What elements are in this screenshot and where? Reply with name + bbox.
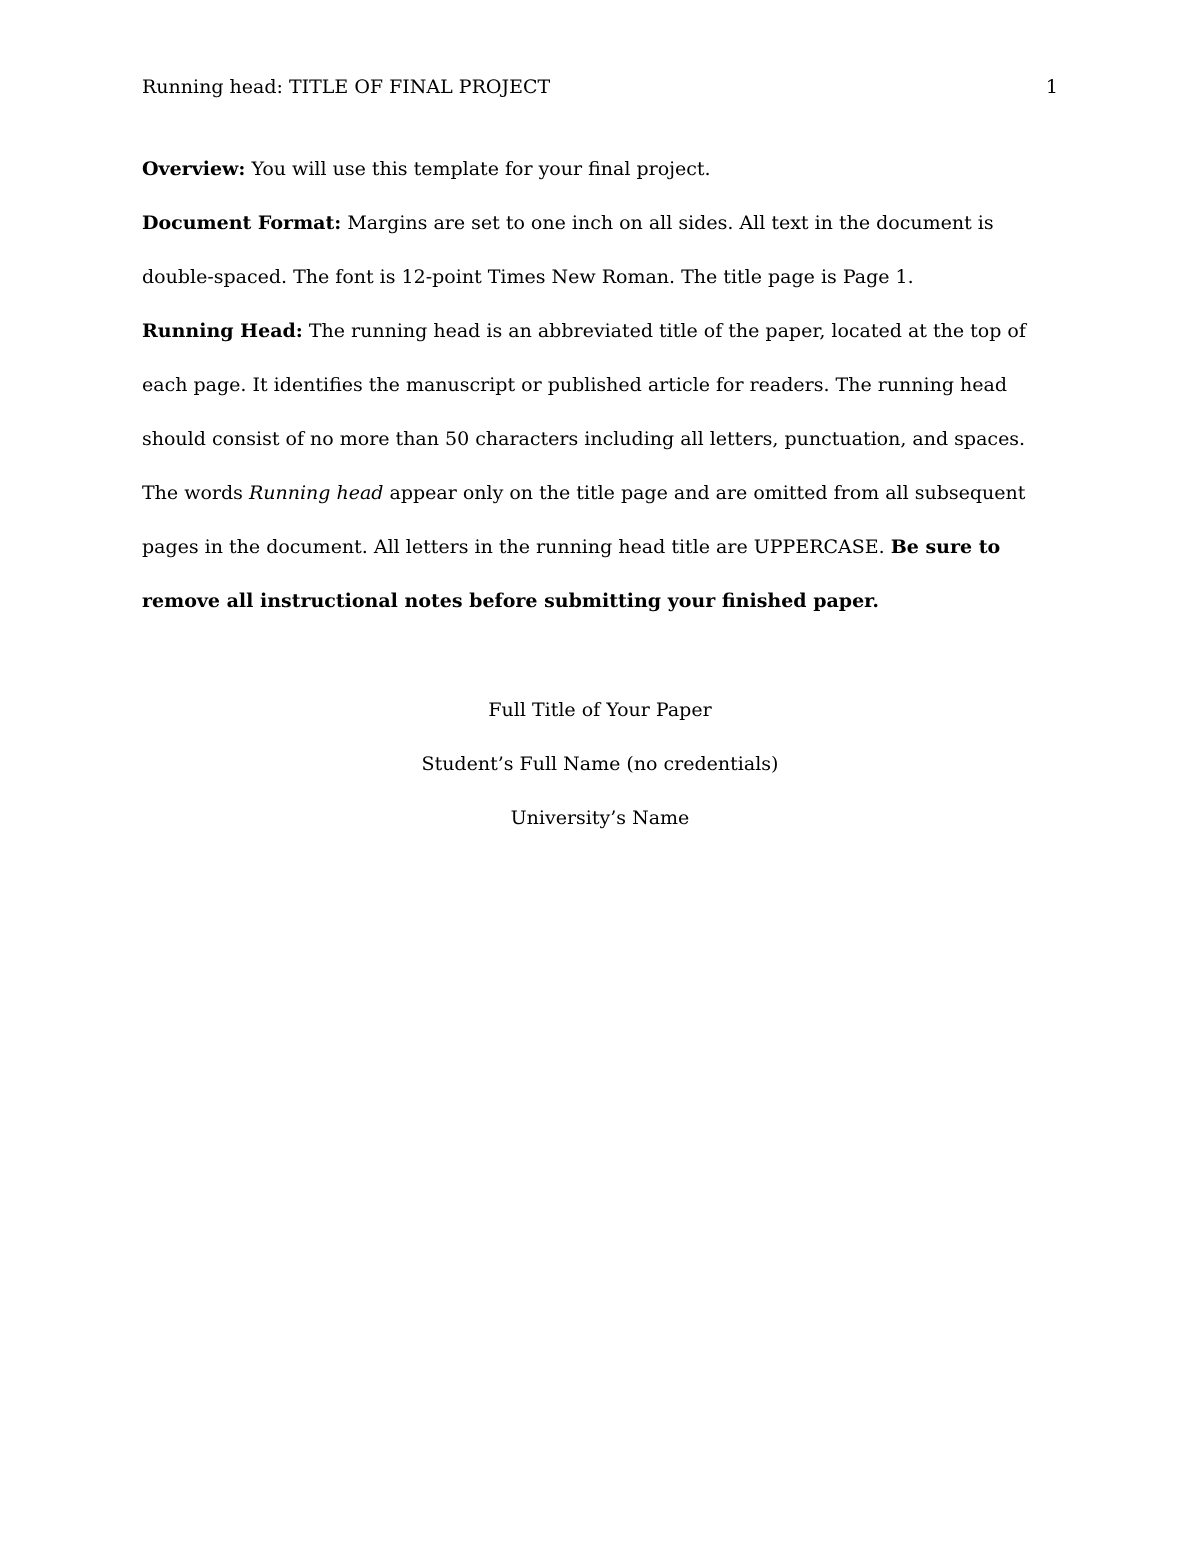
removal-note: Be sure to remove all instructional notes before submitting your finished paper. [142, 536, 1001, 612]
running-head-text-1: The running head is an abbreviated title of the paper, located at the top of each page. It identifies the manuscript or published article for readers. The running head should consist of no more than 50 characters including all letters, punctuation, and spaces. The words [142, 320, 1026, 504]
overview-label: Overview: [142, 158, 246, 180]
student-name: Student’s Full Name (no credentials) [421, 753, 779, 775]
running-head: Running head: TITLE OF FINAL PROJECT [142, 76, 551, 98]
running-head-label: Running Head: [142, 320, 303, 342]
overview-text: You will use this template for your final project. [245, 158, 711, 180]
overview-paragraph [142, 142, 1054, 196]
page-number: 1 [1045, 76, 1058, 98]
document-format-paragraph [142, 196, 1054, 304]
page-header [142, 74, 1058, 100]
running-head-italic-term: Running head [248, 482, 384, 504]
university-name: University’s Name [510, 807, 690, 829]
instructional-notes [142, 142, 1054, 628]
document-format-label: Document Format: [142, 212, 342, 234]
paper-title: Full Title of Your Paper [488, 699, 712, 721]
running-head-text-2: appear only on the title page and are omitted from all subsequent pages in the document. All letters in the running head title are UPPERCASE. [142, 482, 1026, 558]
title-block [142, 683, 1058, 845]
running-head-paragraph [142, 304, 1054, 628]
document-format-text: Margins are set to one inch on all sides. All text in the document is double-spaced. The font is 12-point Times New Roman. The title page is Page 1. [142, 212, 994, 288]
